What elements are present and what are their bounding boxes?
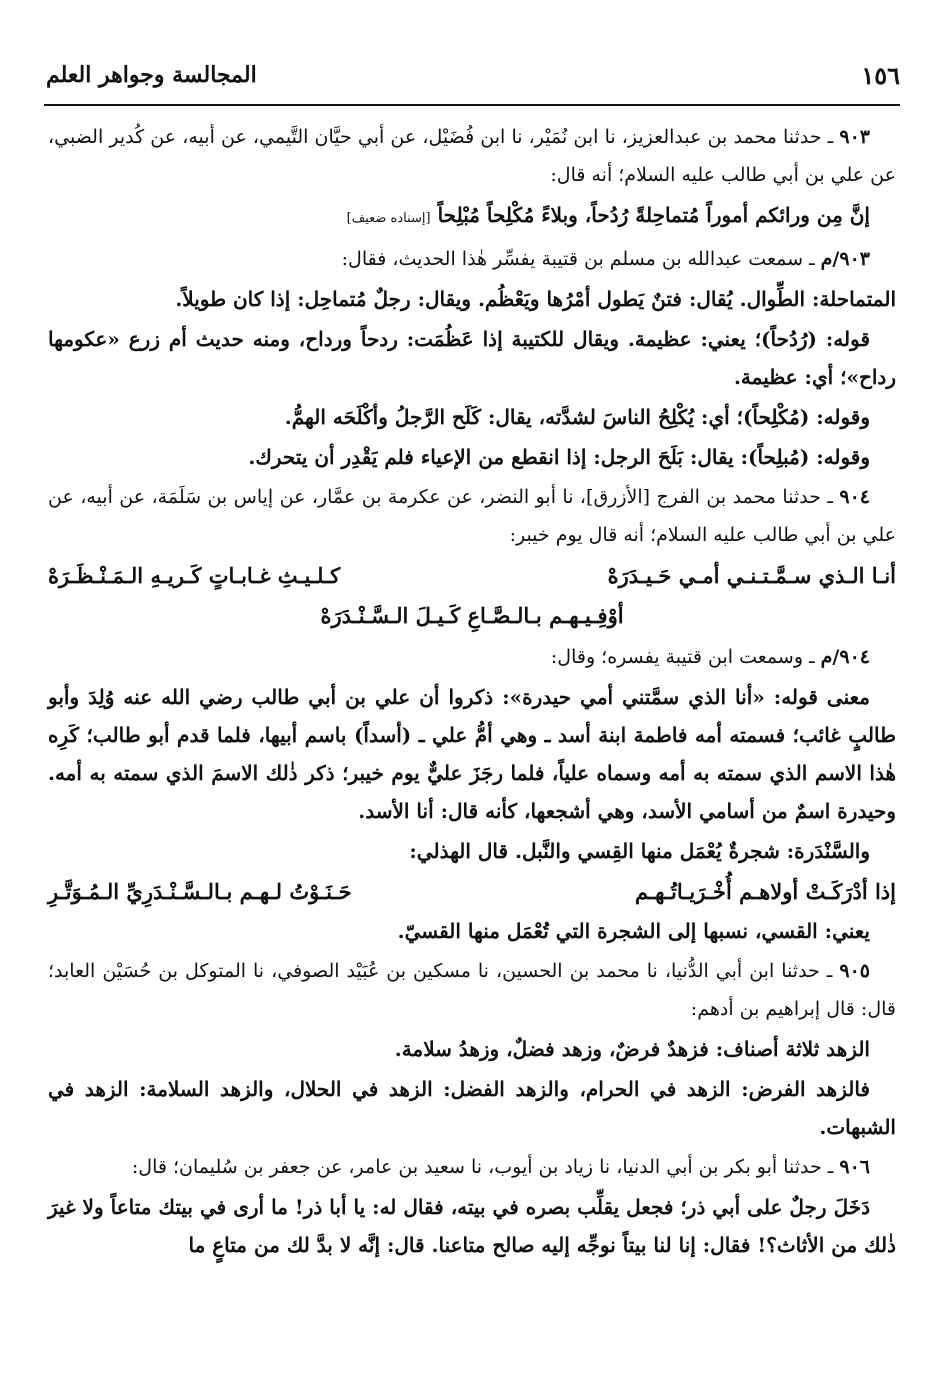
hadith-903 [48, 118, 896, 194]
hadith-number: ٩٠٣/م [820, 248, 870, 270]
hadith-903-matn [48, 196, 896, 238]
isnad-text: ـ حدثنا أبو بكر بن أبي الدنيا، نا زياد بن أيوب، نا سعيد بن عامر، عن جعفر بن سُليمان؛ قال: [131, 1156, 840, 1178]
verse-hemistich-left: كـلـيـثِ غـابـاتٍ كَـريـهِ الـمَـنْـظَـرَهْ [48, 563, 341, 588]
verse-line-1 [48, 556, 896, 596]
explanation-sandara: والسَّنْدَرة: شجرةٌ يُعْمَل منها القِسي والنَّبل. قال الهذلي: [409, 839, 870, 863]
verse-hemistich-right: أنـا الـذي سـمَّـتـنـي أمـي حَـيـدَرَهْ [607, 563, 896, 588]
running-title: المجالسة وجواهر العلم [46, 62, 257, 88]
explanation-mutamahila: المتماحلة: الطِّوال. يُقال: فتنٌ يَطول أمْرُها ويَعْظُم. ويقال: رجلٌ مُتماحِل: إذا كان طويلاً. [175, 287, 896, 311]
verse-line-2: أوْفِـيـهـم بـالـصَّـاعِ كَـيـلَ الـسَّـنْـدَرَهْ [320, 603, 624, 628]
isnad-text: ـ وسمعت ابن قتيبة يفسره؛ وقال: [550, 646, 821, 668]
isnad-text: ـ حدثنا ابن أبي الدُّنيا، نا محمد بن الحسين، نا مسكين بن عُبَيْد الصوفي، نا المتوكل بن حُسَيْن العابد؛ قال: قال إبراهيم بن أدهم: [48, 960, 896, 1020]
hadith-number: ٩٠٤/م [820, 646, 870, 668]
hadith-number: ٩٠٣ [839, 126, 870, 148]
isnad-text: ـ حدثنا محمد بن الفرج [الأزرق]، نا أبو النضر، عن عكرمة بن عمَّار، عن إياس بن سَلَمَة، عن أبيه، عن علي بن أبي طالب عليه السلام؛ أنه قال يوم خيبر: [48, 486, 896, 546]
verse-hudhali [48, 872, 896, 912]
isnad-text: ـ حدثنا محمد بن عبدالعزيز، نا ابن نُمَيْر، نا ابن فُضَيْل، عن أبي حيَّان التَّيمي، عن أبيه، عن كُدير الضبي، عن علي بن أبي طالب عليه السلام؛ أنه قال: [48, 126, 896, 186]
zuhd-types: الزهد ثلاثة أصناف: فزهدٌ فرضٌ، وزهد فضلٌ، وزهدُ سلامة. [394, 1037, 870, 1061]
isnad-text: ـ سمعت عبدالله بن مسلم بن قتيبة يفسِّر هٰذا الحديث، فقال: [341, 248, 821, 270]
explanation-haydara: معنى قوله: «أنا الذي سمَّتني أمي حيدرة»: ذكروا أن علي بن أبي طالب رضي الله عنه وُلِدَ وأبو طالبٍ غائب؛ فسمته أمه فاطمة ابنة أسد ـ وهي أمُّ علي ـ (أسداً) باسم أبيها، فلما قدم أبو طالب؛ كَرِه هٰذا الاسم الذي سمته به أمه وسماه علياً، فلما رجَزَ عليٌّ يوم خيبر؛ ذكر ذٰلك الاسمَ الذي سمته به أمه. وحيدرة اسمٌ من أسامي الأسد، وهي أشجعها، كأنه قال: أنا الأسد. [48, 685, 896, 823]
page-body [48, 118, 896, 1266]
explanation-qisi: يعني: القسي، نسبها إلى الشجرة التي تُعْمَل منها القسيّ. [397, 919, 870, 943]
page-header [46, 52, 900, 98]
hadith-904m [48, 638, 896, 676]
verse-hemistich-left: حَـنَـوْتُ لـهـم بـالـسَّـنْـدَرِيِّ الـمُـوَتَّـرِ [48, 879, 352, 904]
hadith-904 [48, 478, 896, 554]
hadith-905 [48, 952, 896, 1028]
hadith-number: ٩٠٤ [839, 486, 870, 508]
grading-note: [إسناده ضعيف] [346, 211, 431, 226]
abu-dharr-story: دَخَلَ رجلٌ على أبي ذر؛ فجعل يقلِّب بصره في بيته، فقال له: يا أبا ذر! ما أرى في بيتك متاعاً ولا غيرَ ذٰلك من الأثاث؟! فقال: إنا لنا بيتاً نوجِّه إليه صالح متاعنا. قال: إنَّه لا بدَّ لك من متاعٍ ما [48, 1195, 896, 1257]
hadith-number: ٩٠٦ [839, 1156, 870, 1178]
explanation-mublih: وقوله: (مُبلِحاً): يقال: بَلَحَ الرجل: إذا انقطع من الإعياء فلم يَقْدِر أن يتحرك. [248, 445, 870, 469]
zuhd-explanation: فالزهد الفرض: الزهد في الحرام، والزهد الفضل: الزهد في الحلال، والزهد السلامة: الزهد في الشبهات. [48, 1077, 896, 1139]
page-number: ١٥٦ [861, 60, 900, 90]
hadith-906 [48, 1148, 896, 1186]
header-rule [44, 104, 900, 106]
hadith-number: ٩٠٥ [839, 960, 870, 982]
hadith-903m [48, 240, 896, 278]
matn-text: إنَّ مِن ورائكم أموراً مُتماحِلةً رُدُحاً، وبلاءً مُكْلِحاً مُبْلِحاً [430, 203, 870, 227]
explanation-rudhuh: قوله: (رُدُحاً)؛ يعني: عظيمة. ويقال للكتيبة إذا عَظُمَت: ردحاً ورداح، ومنه حديث أم زرع «عكومها رداح»؛ أي: عظيمة. [48, 327, 896, 389]
verse-hemistich-right: إذا أدْرَكَـتْ أولاهـم أُخْـرَيـاتُـهـم [635, 879, 896, 904]
explanation-muklih: وقوله: (مُكْلِحاً)؛ أي: يُكْلِحُ الناسَ لشدَّته، يقال: كَلَح الرَّجلُ وأكْلَحَه الهمُّ. [284, 405, 870, 429]
